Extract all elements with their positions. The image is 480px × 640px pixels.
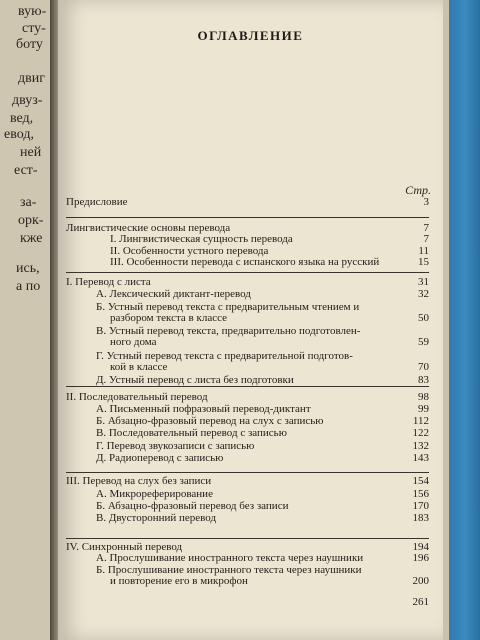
toc-entry-title: Б. Абзацно-фразовый перевод без записи — [96, 500, 289, 512]
toc-entry-page: 122 — [412, 427, 429, 439]
toc-entry-title: В. Устный перевод текста, предварительно подготовлен- — [96, 325, 361, 337]
toc-entry-page: 154 — [412, 475, 429, 487]
toc-entry-title: Б. Абзацно-фразовый перевод на слух с записью — [96, 415, 324, 427]
left-page-fragment: а по — [16, 279, 41, 294]
toc-entry-title: III. Перевод на слух без записи — [66, 475, 212, 487]
toc-entry-title: Б. Устный перевод текста с предварительным чтением и — [96, 301, 360, 313]
toc-entry-page: 132 — [412, 440, 429, 452]
toc-entry-page: 31 — [418, 276, 429, 288]
toc-entry-title: II. Особенности устного перевода — [110, 245, 269, 257]
section-divider — [66, 217, 429, 218]
toc-entry-page: 59 — [418, 336, 429, 348]
toc-entry-title: Д. Устный перевод с листа без подготовки — [96, 374, 294, 386]
left-page-fragment: двиг — [18, 71, 45, 86]
left-page-fragment: сту- — [22, 21, 46, 36]
left-page-fragment: орк- — [18, 213, 44, 228]
toc-entry-page: 98 — [418, 391, 429, 403]
left-page — [0, 0, 52, 640]
toc-entry-title: В. Двусторонний перевод — [96, 512, 217, 524]
toc-entry-title: В. Последовательный перевод с записью — [96, 427, 287, 439]
toc-entry-title: А. Микрореферирование — [96, 488, 213, 500]
toc-entry-page: 99 — [418, 403, 429, 415]
toc-entry-page: 83 — [418, 374, 429, 386]
toc-entry-title: Предисловие — [66, 196, 128, 208]
toc-entry-page: 156 — [412, 488, 429, 500]
section-divider — [66, 538, 429, 539]
left-page-fragment: боту — [16, 37, 43, 52]
left-page-fragment: вед, — [10, 111, 34, 126]
left-page-fragment: вую- — [18, 4, 47, 19]
left-page-fragment: за- — [20, 195, 37, 210]
toc-entry-title: и повторение его в микрофон — [110, 575, 248, 587]
page-title: ОГЛАВЛЕНИЕ — [197, 28, 304, 43]
toc-entry-page: 194 — [412, 541, 429, 553]
toc-entry-page: 15 — [418, 256, 429, 268]
toc-entry-page: 183 — [412, 512, 429, 524]
toc-entry-page: 112 — [412, 415, 429, 427]
toc-entry-title: кой в классе — [110, 361, 168, 373]
left-page-fragment: евод, — [4, 127, 34, 142]
toc-entry-page: 170 — [412, 500, 429, 512]
toc-entry-page: 32 — [418, 288, 429, 300]
left-page-fragment: ись, — [16, 261, 40, 276]
toc-entry-title: А. Письменный пофразовый перевод-диктант — [96, 403, 311, 415]
left-page-fragment: ест- — [14, 163, 38, 178]
toc-entry-title: II. Последовательный перевод — [66, 391, 208, 403]
section-divider — [66, 272, 429, 273]
toc-entry-page: 143 — [412, 452, 429, 464]
toc-entry-page: 200 — [412, 575, 429, 587]
page-column-header: Стр. — [405, 183, 431, 197]
book-cover-edge — [443, 0, 480, 640]
toc-entry-title: Д. Радиоперевод с записью — [96, 452, 224, 464]
toc-entry-page: 50 — [418, 312, 429, 324]
toc-entry-page: 7 — [423, 222, 429, 234]
toc-entry-title: А. Прослушивание иностранного текста через наушники — [96, 552, 364, 564]
left-page-fragment: двуз- — [12, 93, 43, 108]
toc-entry-title: I. Лингвистическая сущность перевода — [110, 233, 293, 245]
page-number-value: 261 — [412, 596, 429, 608]
toc-entry-title: III. Особенности перевода с испанского языка на русский — [110, 256, 380, 268]
toc-entry-page: 3 — [423, 196, 429, 208]
toc-entry-title: ного дома — [110, 336, 157, 348]
toc-entry-title: Б. Прослушивание иностранного текста через наушники — [96, 564, 362, 576]
section-divider — [66, 472, 429, 473]
toc-entry-page: 70 — [418, 361, 429, 373]
section-divider — [66, 386, 429, 387]
left-page-fragment: ней — [20, 145, 42, 160]
contents-page — [58, 0, 443, 640]
left-page-fragment: кже — [20, 231, 43, 246]
toc-entry-page: 7 — [423, 233, 429, 245]
toc-entry-title: Лингвистические основы перевода — [66, 222, 231, 234]
toc-entry-title: разбором текста в классе — [110, 312, 227, 324]
toc-entry-title: I. Перевод с листа — [66, 276, 151, 288]
toc-entry-title: Г. Перевод звукозаписи с записью — [96, 440, 255, 452]
toc-entry-page: 196 — [412, 552, 429, 564]
toc-entry-title: Г. Устный перевод текста с предварительной подготов- — [96, 350, 353, 362]
toc-entry-title: А. Лексический диктант-перевод — [96, 288, 251, 300]
toc-entry-page: 11 — [418, 245, 429, 257]
toc-entry-title: IV. Синхронный перевод — [66, 541, 183, 553]
